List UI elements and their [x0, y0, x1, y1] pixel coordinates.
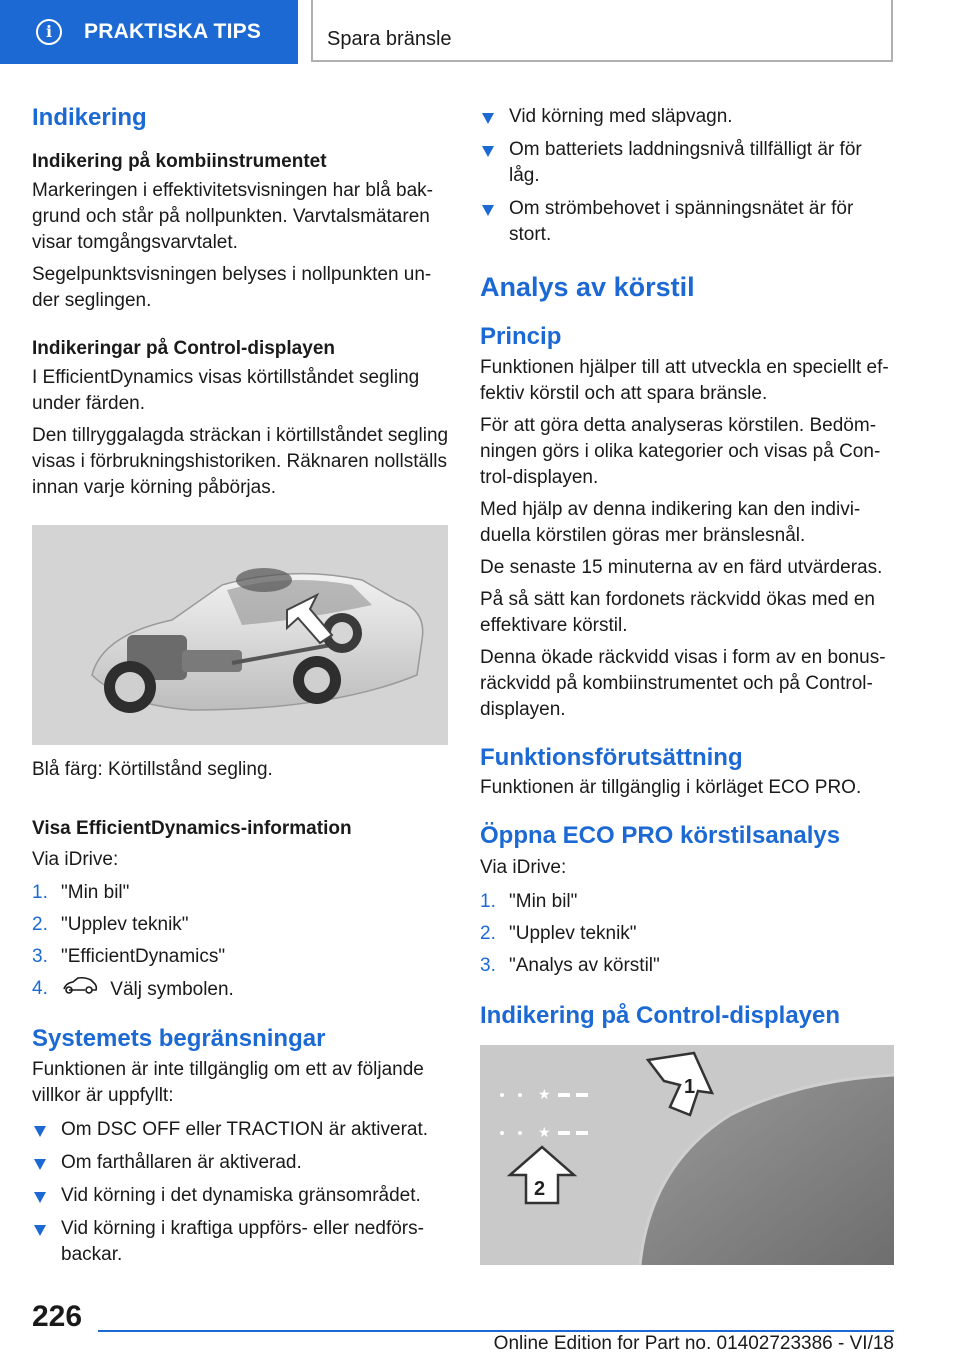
- list-item: [480, 953, 896, 979]
- paragraph: Segelpunktsvisningen belyses i nollpunkten un‐ der seglingen.: [32, 264, 432, 311]
- list-item: [32, 944, 450, 970]
- chapter-tab-label: PRAKTISKA TIPS: [84, 20, 262, 43]
- step-number: 2.: [480, 923, 496, 944]
- control-display-illustration: [480, 1045, 894, 1265]
- step-text: "Upplev teknik": [61, 914, 189, 935]
- heading-control-display: Indikeringar på Control-displayen: [32, 338, 335, 359]
- heading-forutsattning: Funktionsförutsättning: [480, 744, 743, 771]
- step-list: [32, 880, 450, 1004]
- bullet-text: Vid körning i det dynamiska gränsområdet.: [61, 1185, 421, 1206]
- heading-kombiinstrument: Indikering på kombiinstrumentet: [32, 151, 327, 172]
- bullet-list: [480, 104, 896, 248]
- paragraph: De senaste 15 minuterna av en färd utvärderas.: [480, 557, 883, 578]
- figure-label-1: 1: [684, 1076, 696, 1098]
- step-text: "Min bil": [509, 891, 578, 912]
- bullet-text: Vid körning i kraftiga uppförs- eller nedförs‐ backar.: [61, 1218, 424, 1265]
- paragraph: På så sätt kan fordonets räckvidd ökas med en effektivare körstil.: [480, 589, 875, 636]
- paragraph: Denna ökade räckvidd visas i form av en bonus‐ räckvidd på kombiinstrumentet och på Control- displayen.: [480, 647, 886, 720]
- list-item: [480, 196, 896, 248]
- car-cutaway-graphic: [32, 525, 448, 745]
- heading-system-limits: Systemets begränsningar: [32, 1025, 326, 1052]
- paragraph: Markeringen i effektivitetsvisningen har blå bak‐ grund och står på nollpunkten. Varvtalsmätaren visar tomgångsvarvtalet.: [32, 180, 433, 253]
- chapter-tab[interactable]: [0, 0, 298, 64]
- car-symbol-icon: [61, 976, 99, 1004]
- car-illustration: [32, 525, 448, 745]
- triangle-bullet-icon: [34, 1126, 46, 1137]
- paragraph: I EfficientDynamics visas körtillståndet segling under färden.: [32, 367, 420, 414]
- triangle-bullet-icon: [34, 1192, 46, 1203]
- step-number: 3.: [480, 955, 496, 976]
- heading-analys: Analys av körstil: [480, 272, 695, 302]
- list-item: [32, 1183, 450, 1209]
- paragraph: Funktionen är tillgänglig i körläget ECO PRO.: [480, 777, 862, 798]
- paragraph: Via iDrive:: [480, 857, 567, 878]
- bullet-text: Om strömbehovet i spänningsnätet är för stort.: [509, 198, 854, 245]
- triangle-bullet-icon: [482, 146, 494, 157]
- bullet-text: Om batteriets laddningsnivå tillfälligt är för låg.: [509, 139, 862, 186]
- step-number: 1.: [32, 882, 48, 903]
- paragraph: För att göra detta analyseras körstilen. Bedöm‐ ningen görs i olika kategorier och visas på Con‐ trol-displayen.: [480, 415, 881, 488]
- step-text: "Analys av körstil": [509, 955, 660, 976]
- triangle-bullet-icon: [482, 205, 494, 216]
- bullet-text: Vid körning med släpvagn.: [509, 106, 733, 127]
- edition-note: Online Edition for Part no. 01402723386 - VI/18: [493, 1333, 894, 1354]
- step-number: 3.: [32, 946, 48, 967]
- step-list: [480, 889, 896, 979]
- chapter-title: Spara bränsle: [327, 28, 452, 50]
- step-text: "Upplev teknik": [509, 923, 637, 944]
- svg-text:★: ★: [538, 1087, 551, 1103]
- triangle-bullet-icon: [34, 1225, 46, 1236]
- list-item: [480, 137, 896, 189]
- bullet-list: [32, 1117, 450, 1268]
- paragraph: Med hjälp av denna indikering kan den indivi‐ duella körstilen göras mer bränslesnål.: [480, 499, 861, 546]
- right-column: [480, 100, 896, 1265]
- list-item: [32, 976, 450, 1004]
- list-item: [32, 1216, 450, 1268]
- heading-princip: Princip: [480, 323, 562, 350]
- footer-rule: [98, 1330, 894, 1332]
- step-text: "Min bil": [61, 882, 130, 903]
- triangle-bullet-icon: [34, 1159, 46, 1170]
- svg-text:★: ★: [538, 1125, 551, 1141]
- paragraph: Funktionen är inte tillgänglig om ett av följande villkor är uppfyllt:: [32, 1059, 424, 1106]
- step-text: "EfficientDynamics": [61, 946, 226, 967]
- list-item: [480, 921, 896, 947]
- chapter-header: [311, 0, 893, 62]
- figure-label-2: 2: [534, 1178, 546, 1200]
- info-icon: i: [36, 19, 62, 45]
- left-column: [32, 100, 450, 1268]
- page-number: 226: [32, 1300, 83, 1333]
- triangle-bullet-icon: [482, 113, 494, 124]
- list-item: [480, 889, 896, 915]
- display-graphic: [480, 1045, 894, 1265]
- list-item: [32, 1150, 450, 1176]
- paragraph: Via iDrive:: [32, 849, 119, 870]
- heading-visa-efficientdynamics: Visa EfficientDynamics-information: [32, 818, 352, 839]
- step-number: 1.: [480, 891, 496, 912]
- step-number: 2.: [32, 914, 48, 935]
- list-item: [480, 104, 896, 130]
- list-item: [32, 912, 450, 938]
- heading-control-display: Indikering på Control-displayen: [480, 1002, 841, 1029]
- bullet-text: Om farthållaren är aktiverad.: [61, 1152, 302, 1173]
- paragraph: Den tillryggalagda sträckan i körtillståndet segling visas i förbrukningshistoriken. Räknaren nollställs innan varje körning påbörjas.: [32, 425, 449, 498]
- bullet-text: Om DSC OFF eller TRACTION är aktiverat.: [61, 1119, 429, 1140]
- figure-caption: Blå färg: Körtillstånd segling.: [32, 759, 273, 780]
- paragraph: Funktionen hjälper till att utveckla en speciellt ef‐ fektiv körstil och att spara bränsle.: [480, 357, 889, 404]
- step-text: Välj symbolen.: [110, 979, 234, 1001]
- list-item: [32, 1117, 450, 1143]
- heading-indikering: Indikering: [32, 104, 147, 131]
- list-item: [32, 880, 450, 906]
- heading-oppna-eco-pro: Öppna ECO PRO körstilsanalys: [480, 822, 841, 849]
- step-number: 4.: [32, 978, 48, 999]
